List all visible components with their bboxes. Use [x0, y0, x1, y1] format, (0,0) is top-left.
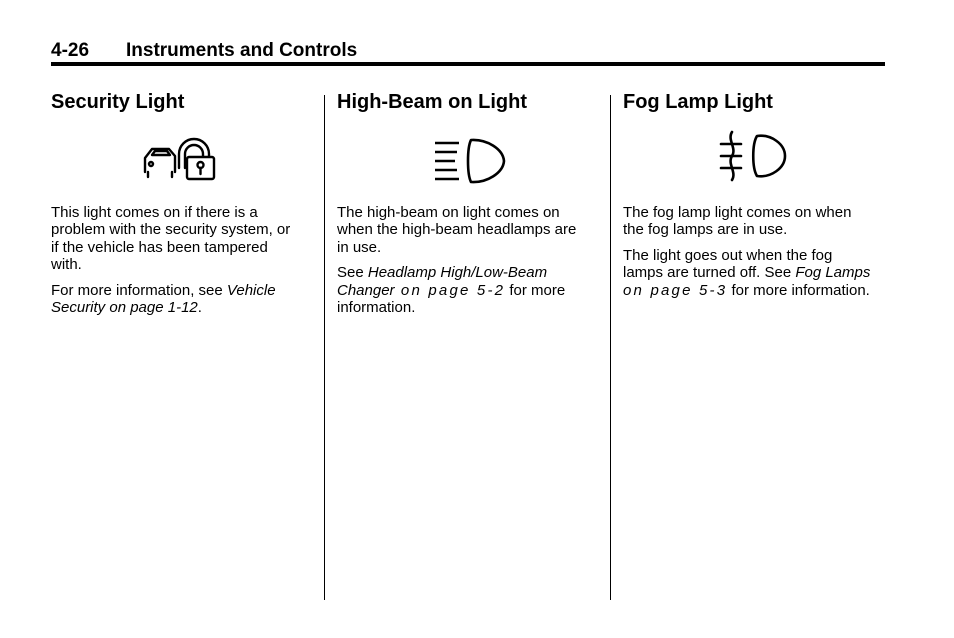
- reference-paragraph: For more information, see Vehicle Security on page 1-12.: [51, 281, 276, 317]
- page-number: 4-26: [51, 40, 90, 61]
- cross-reference-link[interactable]: Headlamp High/Low-Beam Changer: [337, 264, 548, 299]
- description-paragraph: The fog lamp light comes on when the fog lamps are in use.: [623, 204, 852, 239]
- column-divider: [610, 95, 611, 600]
- reference-paragraph: The light goes out when the fog lamps are turned off. See Fog Lamps on page 5-3 for more information.: [623, 246, 871, 299]
- section-heading: High-Beam on Light: [337, 91, 527, 113]
- fog-lamp-light-section: [623, 88, 873, 307]
- security-lock-car-icon: [141, 128, 221, 188]
- reference-paragraph: See Headlamp High/Low-Beam Changer on page 5-2 for more information.: [337, 264, 566, 317]
- description-paragraph: The high-beam on light comes on when the high-beam headlamps are in use.: [337, 204, 577, 256]
- cross-reference-link[interactable]: Vehicle Security on page 1-12: [51, 281, 276, 317]
- cross-reference-link[interactable]: Fog Lamps: [795, 264, 871, 282]
- description-paragraph: This light comes on if there is a problem with the security system, or if the vehicle has been tampered with.: [51, 204, 291, 274]
- page-header: [51, 40, 885, 66]
- section-title: Instruments and Controls: [126, 40, 358, 61]
- security-light-section: [51, 88, 301, 324]
- high-beam-icon: [429, 136, 509, 186]
- column-divider: [324, 95, 325, 600]
- cross-reference-page: on page 5-3: [623, 281, 728, 299]
- cross-reference-page: on page 5-2: [394, 281, 506, 299]
- section-heading: Security Light: [51, 91, 185, 113]
- section-heading: Fog Lamp Light: [623, 91, 773, 113]
- high-beam-light-section: [337, 88, 587, 324]
- fog-lamp-icon: [715, 128, 795, 188]
